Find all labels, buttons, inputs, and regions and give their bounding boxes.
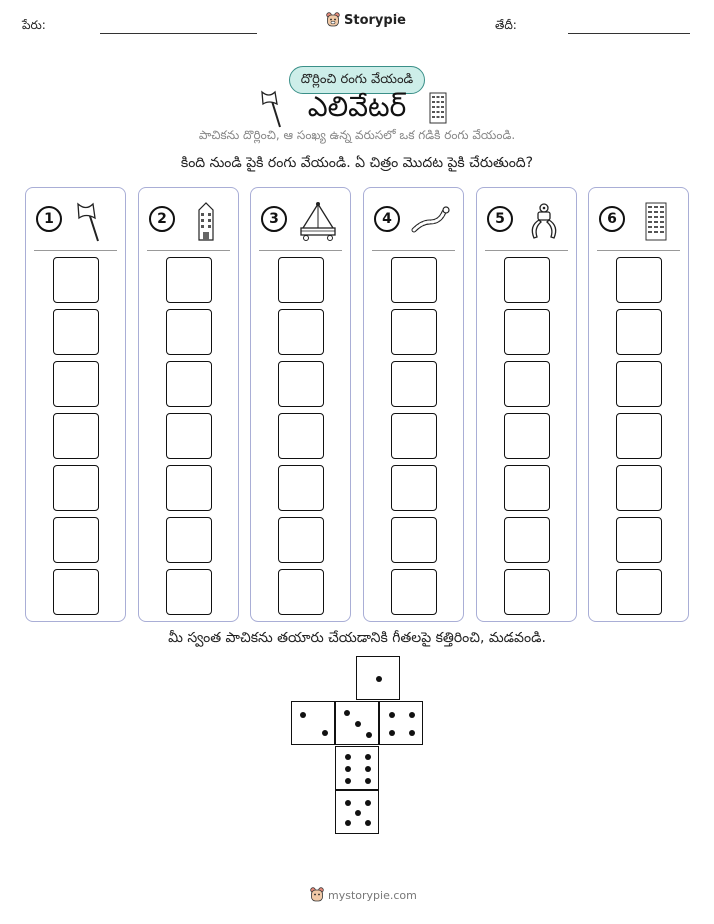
die-pip <box>376 676 382 682</box>
column-1 <box>25 187 126 622</box>
color-box[interactable] <box>53 309 99 355</box>
die-face-2 <box>291 701 335 745</box>
die-face-5 <box>335 790 379 834</box>
die-pip <box>355 810 361 816</box>
die-pip <box>366 732 372 738</box>
color-box[interactable] <box>53 465 99 511</box>
column-5 <box>476 187 577 622</box>
color-box[interactable] <box>278 257 324 303</box>
color-box[interactable] <box>616 517 662 563</box>
die-pip <box>300 712 306 718</box>
color-box[interactable] <box>616 413 662 459</box>
column-divider <box>34 250 117 251</box>
color-box[interactable] <box>391 465 437 511</box>
column-divider <box>259 250 342 251</box>
claw-icon <box>523 200 565 242</box>
color-box[interactable] <box>616 569 662 615</box>
color-box[interactable] <box>278 465 324 511</box>
logo-text: Storypie <box>344 12 406 28</box>
axe-icon <box>72 200 114 242</box>
die-pip <box>365 820 371 826</box>
die-pip <box>389 712 395 718</box>
subtitle: పాచికను దొర్లించి, ఆ సంఖ్య ఉన్న వరుసలో ఒక గడికి రంగు వేయండి. <box>198 128 516 142</box>
color-box[interactable] <box>278 361 324 407</box>
color-box[interactable] <box>166 257 212 303</box>
elevator-platform-icon <box>297 200 339 242</box>
die-pip <box>344 710 350 716</box>
color-box[interactable] <box>391 257 437 303</box>
color-box[interactable] <box>166 517 212 563</box>
cut-instruction: మీ స్వంత పాచికను తయారు చేయడానికి గీతలపై కత్తిరించి, మడవండి. <box>168 630 546 646</box>
color-box[interactable] <box>616 257 662 303</box>
die-pip <box>355 721 361 727</box>
column-divider <box>372 250 455 251</box>
color-box[interactable] <box>166 465 212 511</box>
color-box[interactable] <box>53 257 99 303</box>
building-title-icon <box>428 92 448 124</box>
roll-and-color-badge: దొర్లించి రంగు వేయండి <box>289 66 425 94</box>
color-box[interactable] <box>53 517 99 563</box>
color-box[interactable] <box>391 413 437 459</box>
bear-icon <box>326 12 340 28</box>
die-pip <box>322 730 328 736</box>
name-label: పేరు: <box>22 18 46 32</box>
color-box[interactable] <box>616 309 662 355</box>
footer-url: mystorypie.com <box>328 888 417 902</box>
column-number: 4 <box>374 206 400 232</box>
color-box[interactable] <box>53 361 99 407</box>
building-icon <box>635 200 677 242</box>
color-box[interactable] <box>504 413 550 459</box>
color-box[interactable] <box>53 569 99 615</box>
die-pip <box>365 800 371 806</box>
die-face-6 <box>335 746 379 790</box>
column-divider <box>147 250 230 251</box>
color-box[interactable] <box>504 309 550 355</box>
die-pip <box>365 766 371 772</box>
bear-icon <box>310 887 324 903</box>
color-box[interactable] <box>504 361 550 407</box>
column-3 <box>250 187 351 622</box>
die-pip <box>345 778 351 784</box>
column-number: 3 <box>261 206 287 232</box>
color-box[interactable] <box>391 361 437 407</box>
color-box[interactable] <box>278 413 324 459</box>
color-box[interactable] <box>504 257 550 303</box>
die-face-3 <box>335 701 379 745</box>
color-box[interactable] <box>166 413 212 459</box>
color-box[interactable] <box>504 517 550 563</box>
storypie-logo <box>326 12 406 28</box>
color-box[interactable] <box>391 569 437 615</box>
color-box[interactable] <box>278 309 324 355</box>
die-pip <box>345 820 351 826</box>
color-box[interactable] <box>391 309 437 355</box>
color-box[interactable] <box>278 569 324 615</box>
die-face-1 <box>356 656 400 700</box>
die-pip <box>389 730 395 736</box>
die-pip <box>345 800 351 806</box>
color-box[interactable] <box>166 569 212 615</box>
column-number: 1 <box>36 206 62 232</box>
die-pip <box>409 730 415 736</box>
color-box[interactable] <box>616 361 662 407</box>
column-number: 2 <box>149 206 175 232</box>
die-pip <box>409 712 415 718</box>
name-line <box>100 33 257 34</box>
color-box[interactable] <box>166 309 212 355</box>
color-box[interactable] <box>504 569 550 615</box>
column-number: 5 <box>487 206 513 232</box>
column-6 <box>588 187 689 622</box>
color-box[interactable] <box>278 517 324 563</box>
date-line <box>568 33 690 34</box>
instruction: కింది నుండి పైకి రంగు వేయండి. ఏ చిత్రం మొదట పైకి చేరుతుంది? <box>180 155 534 171</box>
footer <box>310 887 417 903</box>
color-box[interactable] <box>391 517 437 563</box>
column-4 <box>363 187 464 622</box>
tower-icon <box>185 200 227 242</box>
page-title: ఎలివేటర్ <box>307 90 407 123</box>
column-2 <box>138 187 239 622</box>
die-pip <box>365 754 371 760</box>
rope-icon <box>410 200 452 242</box>
color-box[interactable] <box>504 465 550 511</box>
die-pip <box>345 766 351 772</box>
column-number: 6 <box>599 206 625 232</box>
color-box[interactable] <box>166 361 212 407</box>
date-label: తేదీ: <box>495 18 517 32</box>
color-box[interactable] <box>616 465 662 511</box>
column-divider <box>485 250 568 251</box>
die-pip <box>365 778 371 784</box>
die-pip <box>345 754 351 760</box>
column-divider <box>597 250 680 251</box>
die-face-4 <box>379 701 423 745</box>
color-box[interactable] <box>53 413 99 459</box>
